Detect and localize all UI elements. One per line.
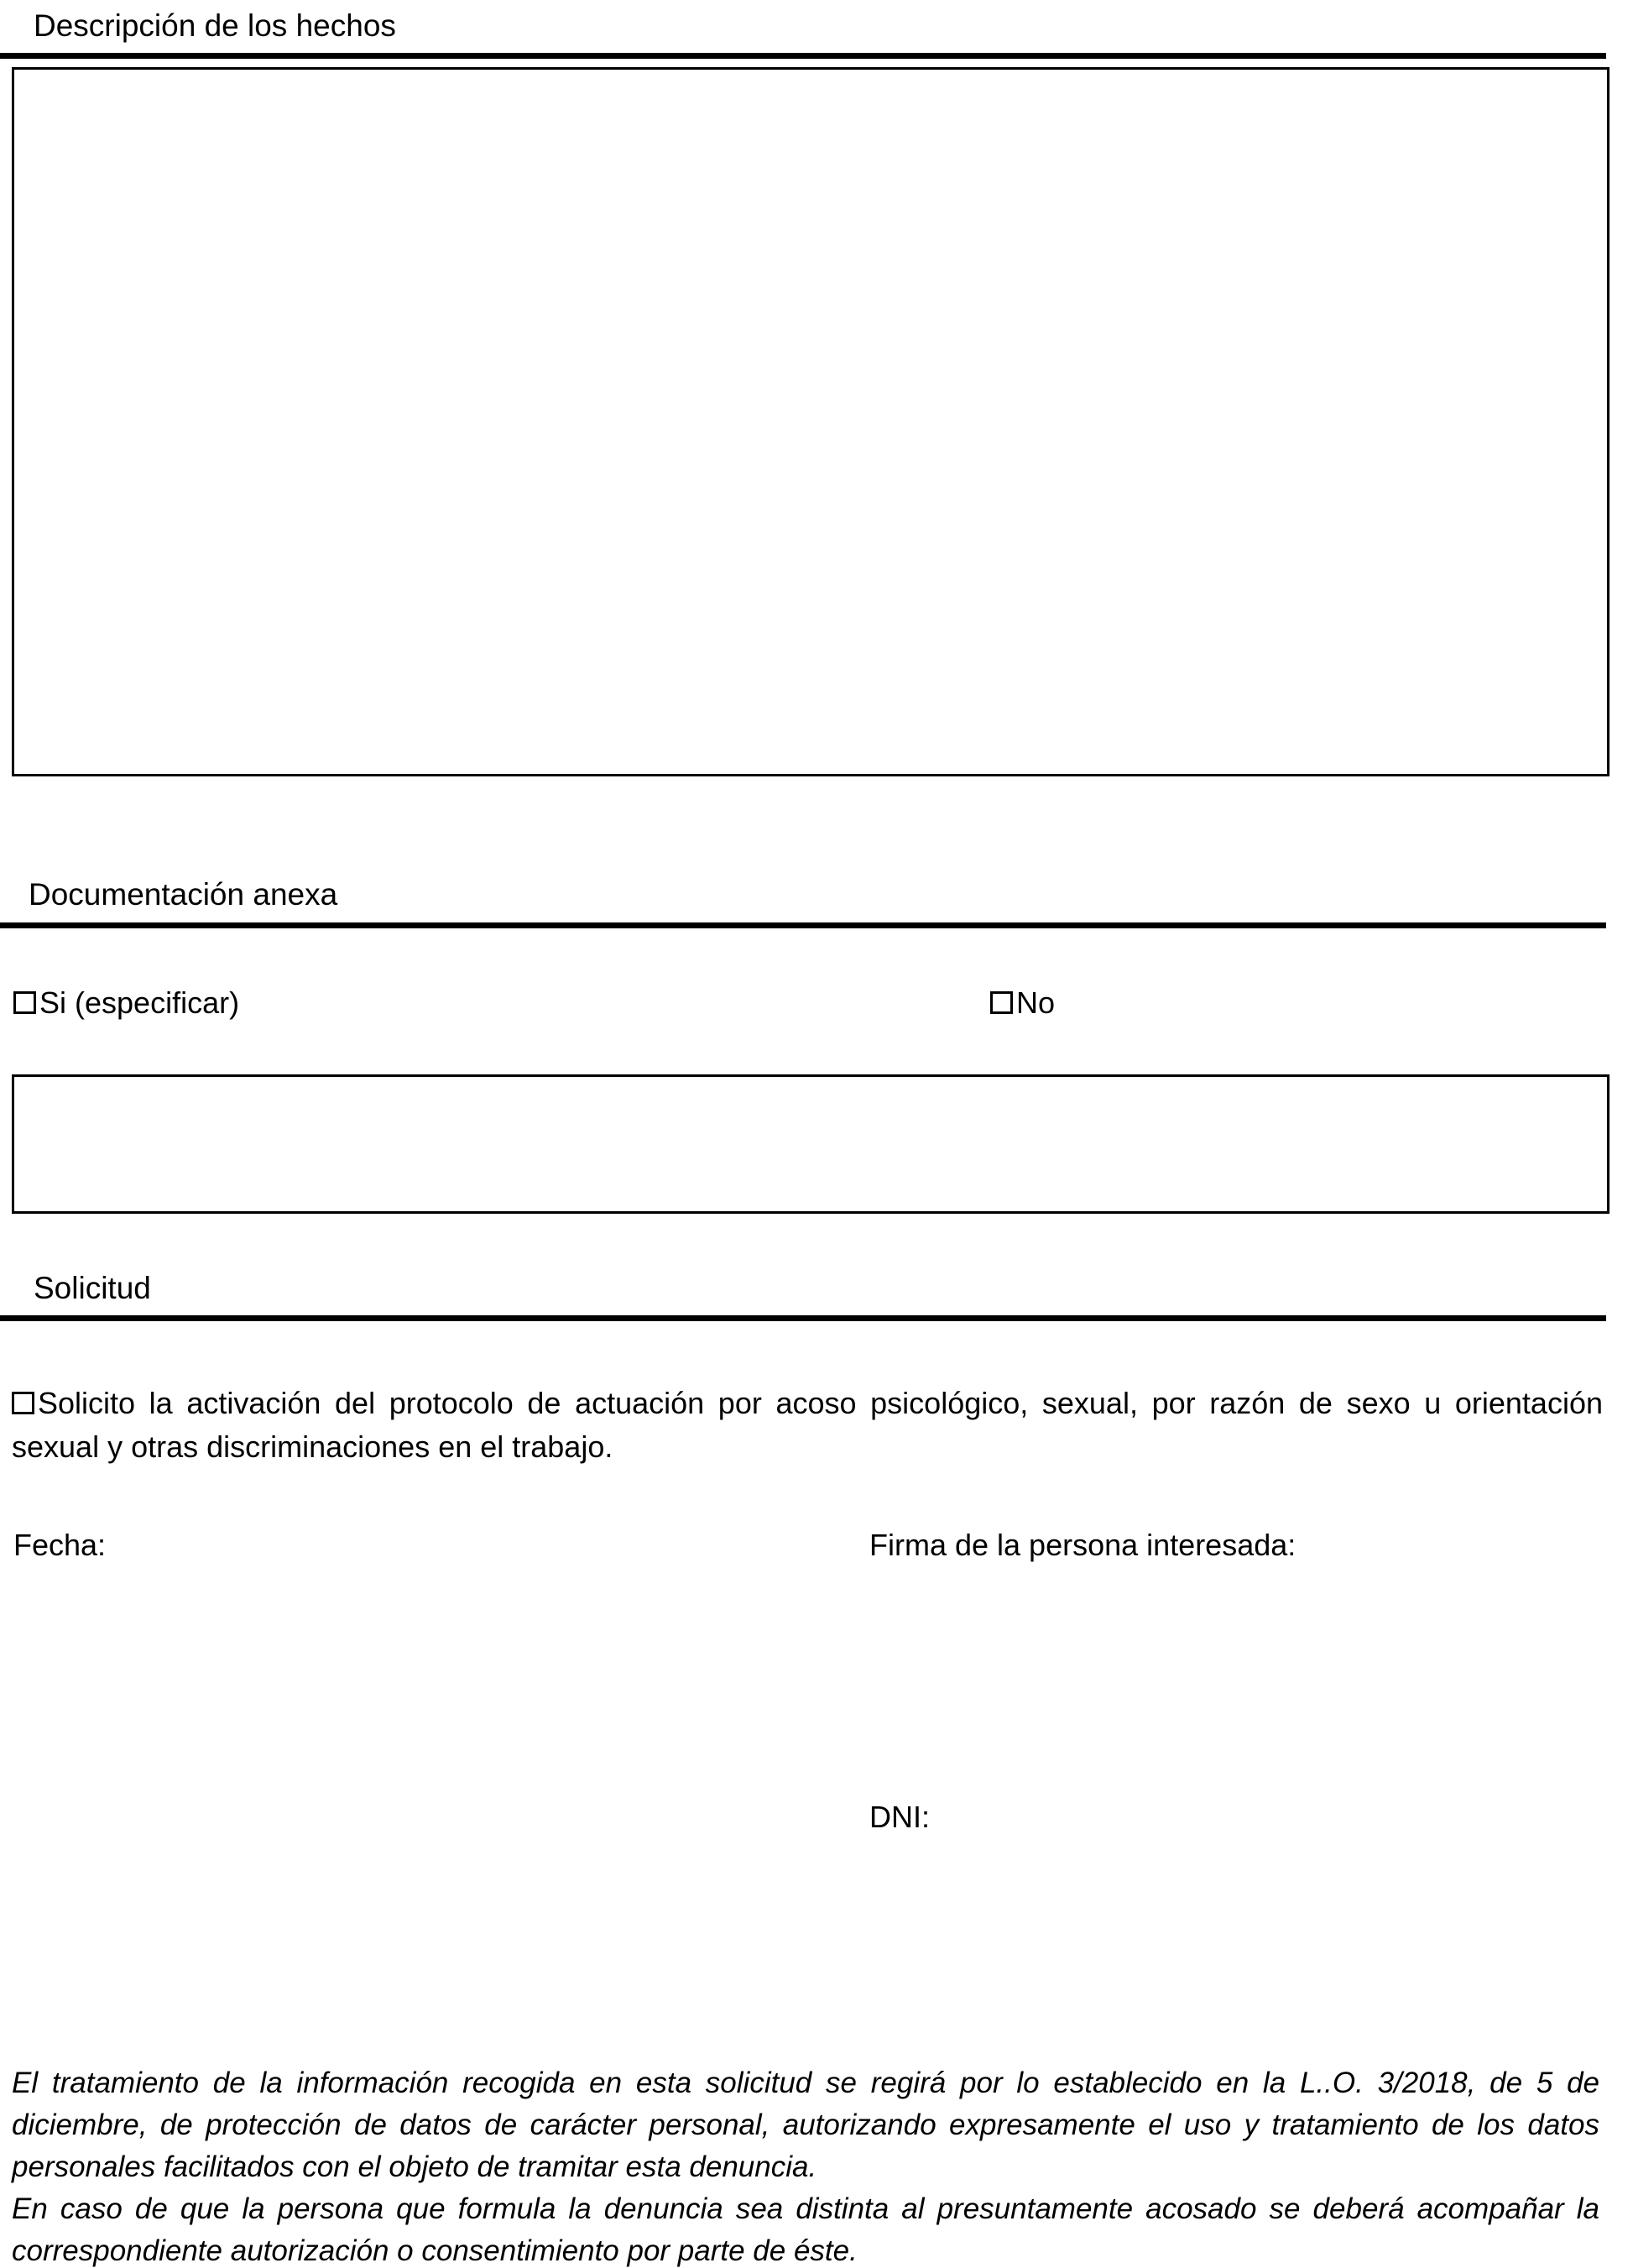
checkbox-si[interactable] bbox=[13, 984, 239, 1022]
section-title-solicitud: Solicitud bbox=[34, 1270, 151, 1305]
checkbox-solicito[interactable] bbox=[12, 1392, 34, 1414]
documentacion-especificar-textarea[interactable] bbox=[12, 1074, 1610, 1214]
legal-paragraph-2: En caso de que la persona que formula la denuncia sea distinta al presuntamente acosado se deberá acompañar la correspondiente autorización o consentimiento por parte de éste. bbox=[12, 2192, 1599, 2267]
legal-notice bbox=[12, 2062, 1599, 2268]
documentacion-options-row bbox=[0, 984, 1633, 1022]
section-rule bbox=[0, 53, 1606, 59]
section-solicitud bbox=[0, 1269, 1633, 1836]
solicitud-statement-text: Solicito la activación del protocolo de actuación por acoso psicológico, sexual, por razón de sexo u orientación sexual y otras discriminaciones en el trabajo. bbox=[12, 1385, 1603, 1464]
checkbox-icon[interactable] bbox=[990, 991, 1013, 1014]
dni-label: DNI: bbox=[869, 1799, 930, 1834]
checkbox-icon[interactable] bbox=[13, 991, 36, 1014]
checkbox-no[interactable] bbox=[990, 984, 1055, 1022]
legal-paragraph-1: El tratamiento de la información recogida en esta solicitud se regirá por lo establecido en la L..O. 3/2018, de 5 de diciembre, de protección de datos de carácter personal, autorizando expresamente el uso y tratamiento de los datos personales facilitados con el objeto de tramitar esta denuncia. bbox=[12, 2066, 1599, 2183]
section-descripcion-hechos bbox=[0, 7, 1633, 776]
firma-label: Firma de la persona interesada: bbox=[869, 1527, 1296, 1562]
section-rule bbox=[0, 922, 1606, 928]
section-documentacion-anexa bbox=[0, 875, 1633, 1213]
checkbox-no-label: No bbox=[1016, 985, 1056, 1020]
fecha-label: Fecha: bbox=[13, 1527, 107, 1562]
solicitud-statement bbox=[12, 1382, 1603, 1469]
descripcion-hechos-textarea[interactable] bbox=[12, 67, 1610, 776]
checkbox-si-label: Si (especificar) bbox=[39, 985, 240, 1020]
fecha-firma-row bbox=[0, 1526, 1633, 1565]
section-rule bbox=[0, 1315, 1606, 1321]
section-title-descripcion: Descripción de los hechos bbox=[34, 8, 396, 43]
section-title-documentacion: Documentación anexa bbox=[29, 877, 338, 912]
dni-line bbox=[0, 1798, 1633, 1836]
